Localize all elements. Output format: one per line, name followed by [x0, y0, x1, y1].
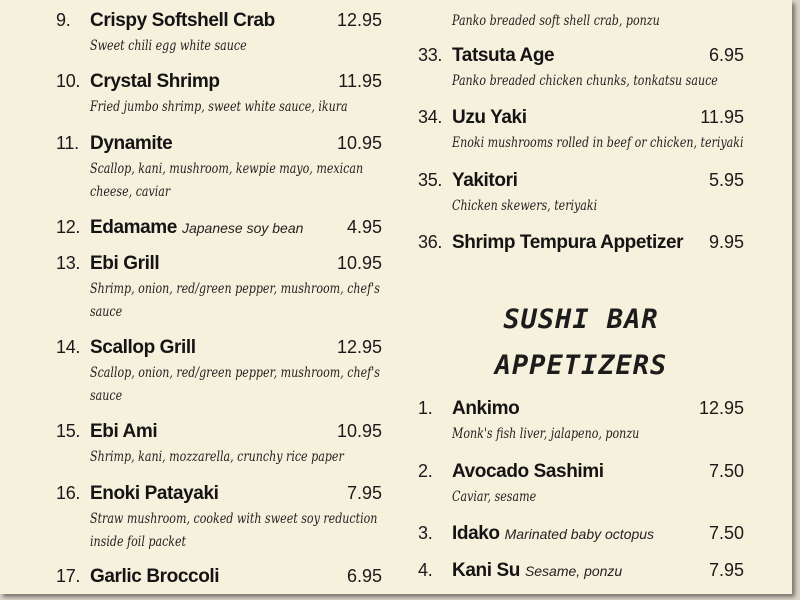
item-price: 11.95 — [700, 107, 744, 127]
item-name: Shrimp Tempura Appetizer — [452, 232, 684, 253]
menu-item-row — [418, 560, 744, 584]
item-name-wrap — [452, 170, 517, 192]
menu-item-row — [56, 133, 382, 157]
item-name: Avocado Sashimi — [452, 461, 604, 482]
item-name: Garlic Broccoli — [90, 566, 220, 587]
item-description: Scallop, onion, red/green pepper, mushroom, chef's — [90, 365, 380, 381]
item-name: Uzu Yaki — [452, 107, 527, 128]
item-price: 4.95 — [346, 217, 382, 237]
item-number: 10. — [56, 71, 81, 91]
menu-item-row — [418, 107, 744, 131]
item-price: 10.95 — [336, 421, 382, 441]
menu-item-row — [418, 398, 744, 422]
item-description: Shrimp, kani, mozzarella, crunchy rice paper — [90, 449, 344, 465]
item-number: 9. — [56, 10, 71, 30]
item-description: Chicken skewers, teriyaki — [452, 198, 598, 214]
item-name-wrap — [452, 45, 554, 67]
section-title-line1: SUSHI BAR — [503, 304, 659, 335]
item-price: 10.95 — [336, 253, 382, 273]
item-number: 35. — [418, 170, 443, 190]
menu-item — [418, 232, 744, 256]
item-inline-description: Marinated baby octopus — [504, 526, 655, 542]
item-price: 6.95 — [346, 566, 382, 586]
item-name: Crystal Shrimp — [90, 71, 220, 92]
section-title-line2: APPETIZERS — [494, 350, 668, 381]
item-price: 7.95 — [708, 560, 744, 580]
item-number: 4. — [418, 560, 433, 580]
item-description: sauce — [90, 304, 123, 320]
menu-item — [56, 10, 382, 57]
menu-item — [56, 253, 382, 323]
item-price: 10.95 — [336, 133, 382, 153]
menu-item — [418, 170, 744, 217]
item-description: Fried jumbo shrimp, sweet white sauce, ikura — [90, 99, 348, 115]
item-description: Monk's fish liver, jalapeno, ponzu — [452, 426, 640, 442]
menu-item-row — [56, 217, 382, 241]
menu-item-row — [56, 10, 382, 34]
item-description: Enoki mushrooms rolled in beef or chicken, teriyaki — [452, 135, 744, 151]
item-number: 3. — [418, 523, 433, 543]
item-price: 7.50 — [708, 461, 744, 481]
item-price: 6.95 — [708, 45, 744, 65]
item-name: Dynamite — [90, 133, 173, 154]
item-name-wrap — [90, 337, 196, 359]
menu-item — [418, 461, 744, 508]
item-description: Panko breaded soft shell crab, ponzu — [452, 13, 660, 29]
item-name-wrap — [90, 10, 275, 32]
item-name: Ebi Grill — [90, 253, 160, 274]
menu-item — [418, 45, 744, 92]
item-name-wrap — [90, 483, 219, 505]
menu-item-row — [418, 523, 744, 547]
item-description: Shrimp, onion, red/green pepper, mushroom, chef's — [90, 281, 380, 297]
item-number: 2. — [418, 461, 433, 481]
item-name: Yakitori — [452, 170, 518, 191]
menu-item-row — [56, 566, 382, 590]
item-price: 5.95 — [708, 170, 744, 190]
item-name: Kani Su — [452, 560, 520, 581]
item-description: cheese, caviar — [90, 184, 171, 200]
item-price: 11.95 — [338, 71, 382, 91]
menu-item-row — [418, 232, 744, 256]
item-description: sauce — [90, 388, 123, 404]
menu-item — [418, 523, 744, 547]
item-description: Caviar, sesame — [452, 489, 537, 505]
menu-item-row — [418, 461, 744, 485]
menu-item-row — [56, 71, 382, 95]
menu-item — [56, 421, 382, 468]
item-name: Ebi Ami — [90, 421, 158, 442]
menu-item-row — [56, 337, 382, 361]
menu-item — [418, 560, 744, 584]
item-number: 11. — [56, 133, 79, 153]
item-number: 15. — [56, 421, 81, 441]
item-description: Straw mushroom, cooked with sweet soy reduction — [90, 511, 378, 527]
item-number: 36. — [418, 232, 443, 252]
menu-item — [56, 217, 382, 241]
menu-item-row — [56, 253, 382, 277]
item-price: 12.95 — [698, 398, 744, 418]
item-description: Scallop, kani, mushroom, kewpie mayo, mexican — [90, 161, 364, 177]
item-name-wrap — [90, 133, 172, 155]
menu-item — [418, 398, 744, 445]
item-name: Enoki Patayaki — [90, 483, 219, 504]
item-name-wrap — [452, 523, 654, 545]
item-name-wrap — [90, 217, 303, 239]
item-price: 12.95 — [336, 10, 382, 30]
item-price: 12.95 — [336, 337, 382, 357]
menu-item-row — [56, 421, 382, 445]
item-number: 17. — [56, 566, 81, 586]
item-name: Tatsuta Age — [452, 45, 555, 66]
item-name-wrap — [90, 253, 159, 275]
item-name-wrap — [90, 566, 219, 588]
item-name-wrap — [452, 232, 683, 254]
item-name: Idako — [452, 523, 500, 544]
menu-item — [418, 107, 744, 154]
item-name-wrap — [90, 71, 220, 93]
menu-item-row — [56, 483, 382, 507]
item-name: Ankimo — [452, 398, 520, 419]
item-inline-description: Japanese soy bean — [181, 220, 304, 236]
item-name: Crispy Softshell Crab — [90, 10, 275, 31]
menu-item — [56, 337, 382, 407]
item-number: 14. — [56, 337, 81, 357]
item-name-wrap — [452, 560, 622, 582]
item-price: 9.95 — [708, 232, 744, 252]
item-number: 1. — [418, 398, 433, 418]
item-name-wrap — [90, 421, 157, 443]
item-description: Sweet chili egg white sauce — [90, 38, 247, 54]
item-number: 16. — [56, 483, 81, 503]
item-number: 12. — [56, 217, 81, 237]
item-inline-description: Sesame, ponzu — [524, 563, 623, 579]
item-price: 7.95 — [346, 483, 382, 503]
menu-item — [56, 566, 382, 590]
item-price: 7.50 — [708, 523, 744, 543]
item-description: inside foil packet — [90, 534, 187, 550]
item-name: Edamame — [90, 217, 177, 238]
item-name-wrap — [452, 398, 519, 420]
menu-item — [56, 133, 382, 203]
item-number: 33. — [418, 45, 443, 65]
menu-item-row — [418, 170, 744, 194]
item-name-wrap — [452, 107, 527, 129]
menu-item — [56, 483, 382, 553]
item-description: Panko breaded chicken chunks, tonkatsu sauce — [452, 73, 718, 89]
item-name: Scallop Grill — [90, 337, 196, 358]
menu-item — [56, 71, 382, 118]
item-name-wrap — [452, 461, 604, 483]
menu-item-row — [418, 45, 744, 69]
item-number: 34. — [418, 107, 443, 127]
item-number: 13. — [56, 253, 81, 273]
